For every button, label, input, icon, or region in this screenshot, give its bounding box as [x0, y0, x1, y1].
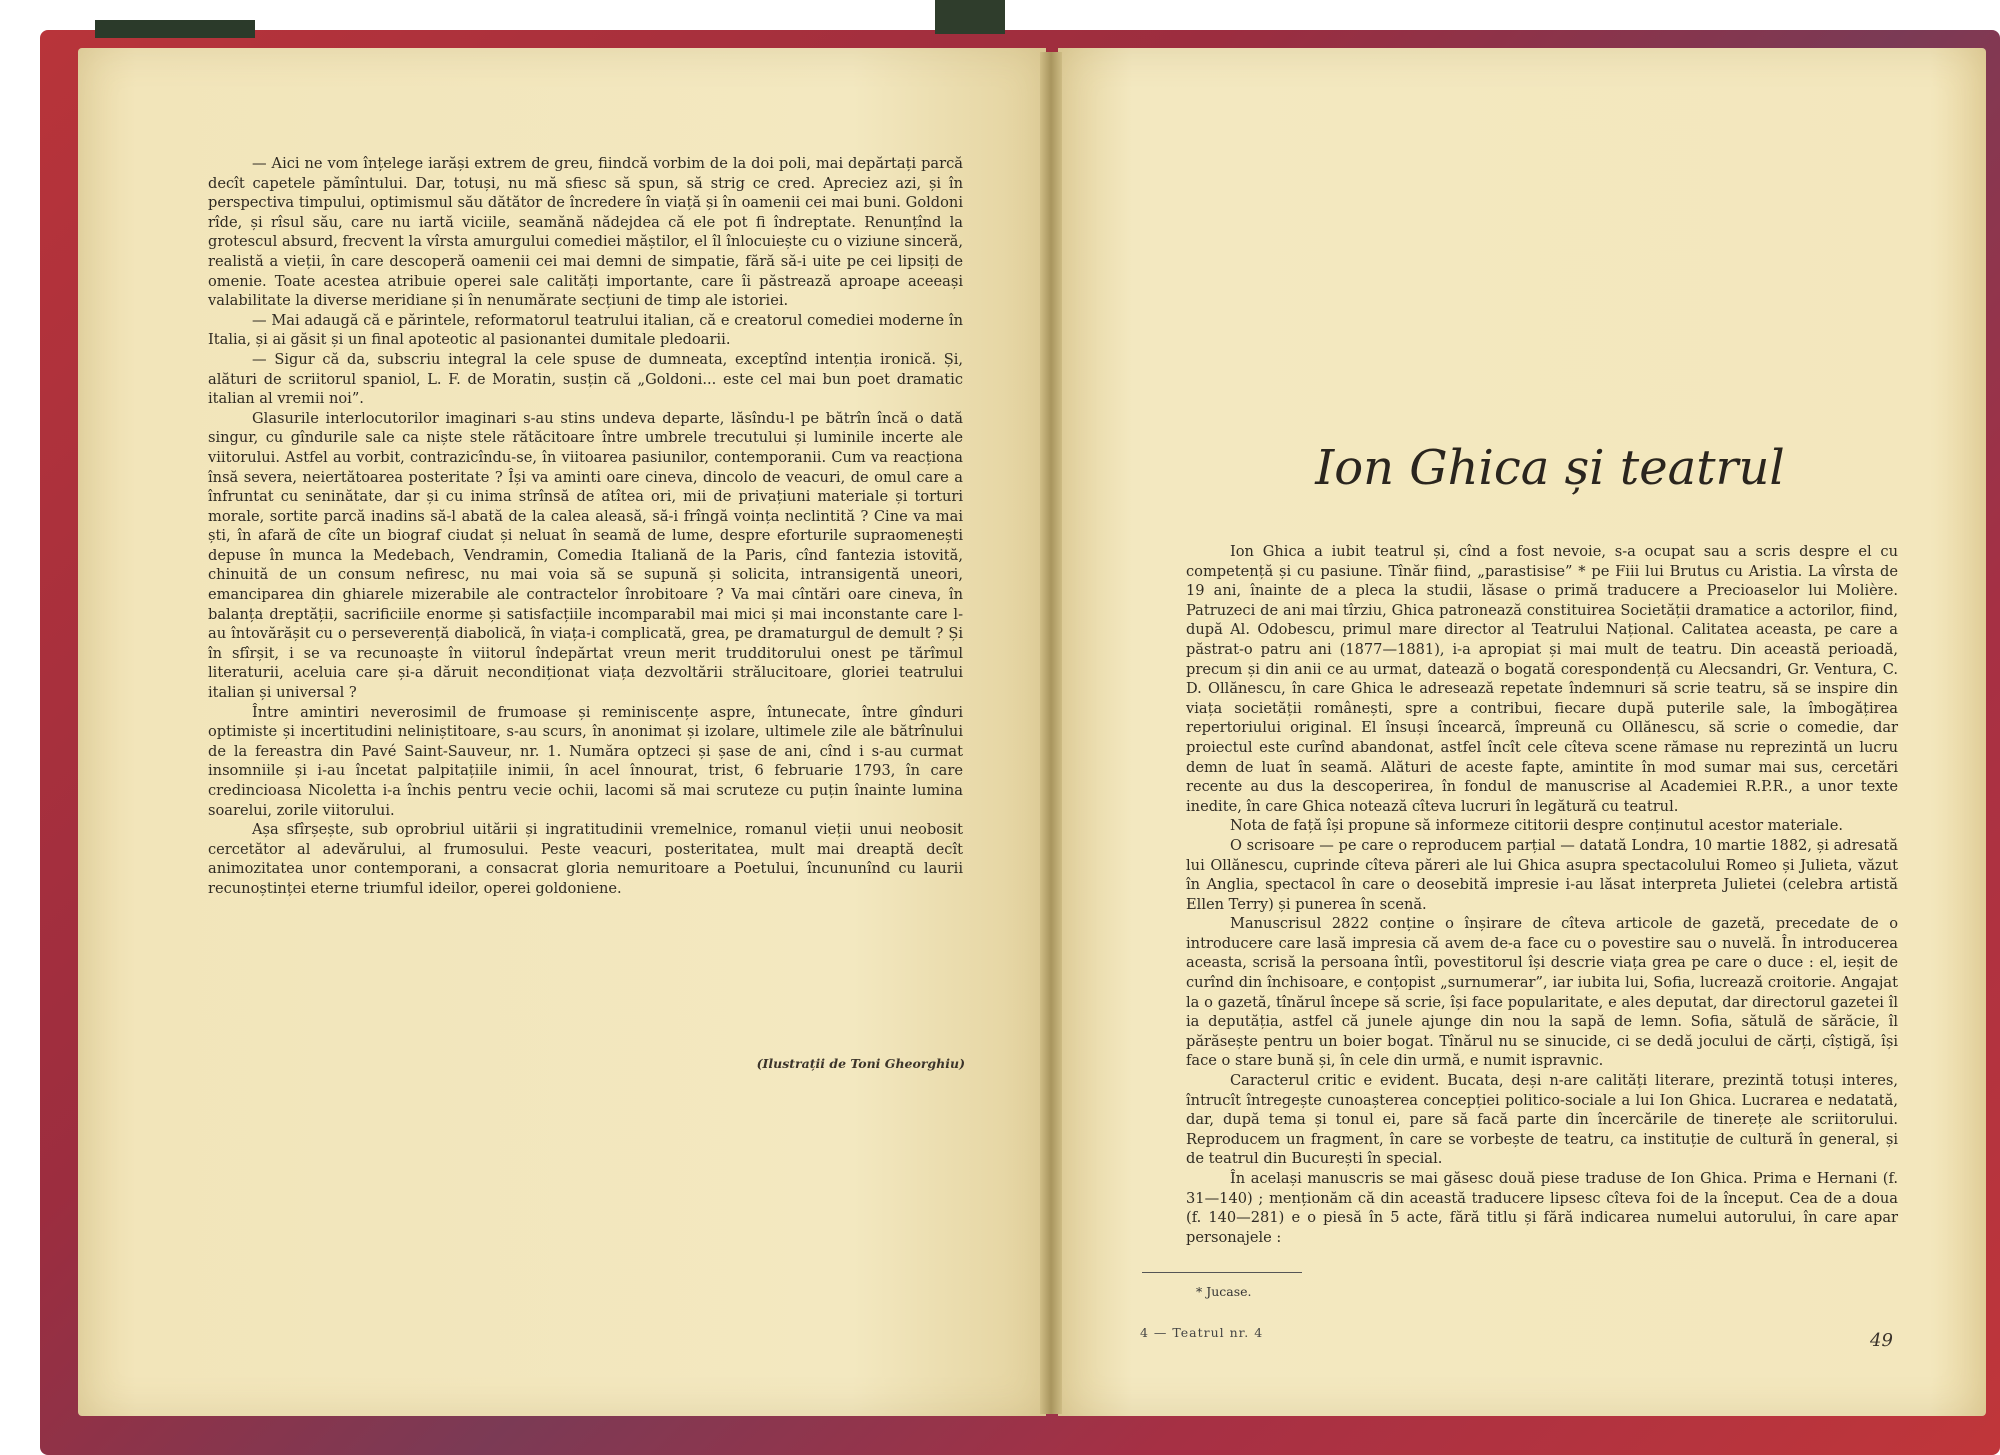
left-paragraph: — Mai adaugă că e părintele, reformatorul teatrului italian, că e creatorul comediei moderne în Italia, și ai găsit și un final apoteotic al pasionantei dumitale pledoarii.: [208, 311, 963, 349]
footnote-rule: [1142, 1272, 1302, 1273]
page-number: 49: [1870, 1330, 1893, 1351]
right-page-text: [1186, 542, 1898, 1247]
right-paragraph: Manuscrisul 2822 conține o înșirare de cîteva articole de gazetă, precedate de o introducere care lasă impresia că avem de-a face cu o povestire sau o nuvelă. În introducerea aceasta, scrisă la persoana întîi, povestitorul își descrie viața grea pe care o duce : el, ieșit de curînd din închisoare, e conțopist „surnumerar”, iar iubita lui, Sofia, lucrează croitorie. Angajat la o gazetă, tînărul începe să scrie, își face popularitate, e ales deputat, dar directorul gazetei îl ia deputăția, astfel că junele ajunge din nou la sapă de lemn. Sofia, sătulă de sărăcie, îl părăsește pentru un boier bogat. Tînărul nu se sinucide, ci se dedă jocului de cărți, cîștigă, își face o stare bună și, în cele din urmă, e numit ispravnic.: [1186, 915, 1898, 1070]
left-paragraph: — Aici ne vom înțelege iarăși extrem de greu, fiindcă vorbim de la doi poli, mai depărtați parcă decît capetele pămîntului. Dar, totuși, nu mă sfiesc să spun, să strig ce cred. Apreciez azi, și în perspectiva timpului, optimismul său dătător de încredere în viață și în oamenii cei mai buni. Goldoni rîde, și rîsul său, care nu iartă viciile, seamănă nădejdea că ele pot fi îndreptate. Renunțînd la grotescul absurd, frecvent la vîrsta amurgului comediei măștilor, el îl înlocuiește cu o viziune sinceră, realistă a vieții, în care descoperă oamenii cei mai demni de simpatie, fără să-i uite pe cei lipsiți de omenie. Toate acestea atribuie operei sale calități importante, care îi păstrează aproape aceeași valabilitate la diverse meridiane și în nenumărate secțiuni de timp ale istoriei.: [208, 155, 963, 310]
right-paragraph: Nota de față își propune să informeze cititorii despre conținutul acestor materiale.: [1230, 817, 1844, 835]
right-paragraph: Ion Ghica a iubit teatrul și, cînd a fost nevoie, s-a ocupat sau a scris despre el cu competență și cu pasiune. Tînăr fiind, „parastisise” * pe Fiii lui Brutus cu Aristia. La vîrsta de 19 ani, înainte de a pleca la studii, lăsase o primă traducere a Precioaselor lui Molière. Patruzeci de ani mai tîrziu, Ghica patronează constituirea Societății dramatice a actorilor, fiind, după Al. Odobescu, primul mare director al Teatrului Național. Calitatea aceasta, pe care a păstrat-o patru ani (1877—1881), i-a apropiat și mai mult de teatru. Din această perioadă, precum și din anii ce au urmat, datează o bogată corespondență cu Alecsandri, Gr. Ventura, C. D. Ollănescu, în care Ghica le adresează repetate îndemnuri să scrie teatru, să se inspire din viața societății românești, spre a contribui, fiecare după puterile sale, la îmbogățirea repertoriului original. El însuși încearcă, împreună cu Ollănescu, să scrie o comedie, dar proiectul este curînd abandonat, astfel încît cele cîteva scene rămase nu reprezintă un lucru demn de luat în seamă. Alături de aceste fapte, amintite în mod sumar mai sus, cercetări recente au dus la descoperirea, în fondul de manuscrise al Academiei R.P.R., a unor texte inedite, în care Ghica notează cîteva lucruri în legătură cu teatrul.: [1186, 543, 1898, 815]
cover-edge-strip: [95, 20, 255, 38]
left-paragraph: Așa sfîrșește, sub oprobriul uitării și ingratitudinii vremelnice, romanul vieții unui neobosit cercetător al adevărului, al frumosului. Peste veacuri, posteritatea, mult mai dreaptă decît animozitatea unor contemporani, a consacrat gloria nemuritoare a Poetului, încununînd cu laurii recunoștinței eterne triumful ideilor, operei goldoniene.: [208, 821, 963, 897]
left-paragraph: — Sigur că da, subscriu integral la cele spuse de dumneata, exceptînd intenția ironică. Și, alături de scriitorul spaniol, L. F. de Moratin, susțin că „Goldoni... este cel mai bun poet dramatic italian al vremii noi”.: [208, 350, 963, 408]
right-paragraph: O scrisoare — pe care o reproducem parțial — datată Londra, 10 martie 1882, și adresată lui Ollănescu, cuprinde cîteva păreri ale lui Ghica asupra spectacolului Romeo și Julieta, văzut în Anglia, spectacol în care o deosebită impresie i-au lăsat interpreta Julietei (celebra artistă Ellen Terry) și punerea în scenă.: [1186, 836, 1898, 913]
book-gutter: [1040, 52, 1062, 1414]
article-title: Ion Ghica și teatrul: [1315, 440, 1785, 496]
page-footer: 4 — Teatrul nr. 4: [1140, 1325, 1264, 1340]
left-paragraph: Între amintiri neverosimil de frumoase și reminiscențe aspre, întunecate, între gînduri optimiste și incertitudini neliniștitoare, s-au scurs, în anonimat și izolare, ultimele zile ale bătrînului de la fereastra din Pavé Saint-Sauveur, nr. 1. Număra optzeci și șase de ani, cînd i s-au curmat insomniile și i-au încetat palpitațiile inimii, în acel înnourat, trist, 6 februarie 1793, în care credincioasa Nicoletta i-a închis pentru vecie ochii, lacomi să mai scruteze cu puțin înainte lumina soarelui, zorile viitorului.: [208, 703, 963, 819]
illustration-credit: (Ilustrații de Toni Gheorghiu): [756, 1056, 965, 1071]
left-page-text: [208, 154, 963, 899]
right-paragraph: În același manuscris se mai găsesc două piese traduse de Ion Ghica. Prima e Hernani (f. 31—140) ; menționăm că din această traducere lipsesc cîteva foi de la început. Cea de a doua (f. 140—281) e o piesă în 5 acte, fără titlu și fără indicarea numelui autorului, în care apar personajele :: [1186, 1170, 1898, 1246]
footnote: * Jucase.: [1196, 1284, 1252, 1299]
right-paragraph: Caracterul critic e evident. Bucata, deși n-are calități literare, prezintă totuși interes, întrucît întregește cunoașterea concepției politico-sociale a lui Ion Ghica. Lucrarea e nedatată, dar, după tema și tonul ei, pare să facă parte din încercările de tinerețe ale scriitorului. Reproducem un fragment, în care se vorbește de teatru, ca instituție de cultură în general, și de teatrul din București în special.: [1186, 1072, 1898, 1168]
bookmark-ribbon: [935, 0, 1005, 34]
left-paragraph: Glasurile interlocutorilor imaginari s-au stins undeva departe, lăsîndu-l pe bătrîn încă o dată singur, cu gîndurile sale ca niște stele rătăcitoare între umbrele trecutului și luminile incerte ale viitorului. Astfel au vorbit, contrazicîndu-se, în viitoarea pasiunilor, contemporanii. Cum va reacționa însă severa, neiertătoarea posteritate ? Își va aminti oare cineva, dincolo de veacuri, de omul care a înfruntat cu seninătate, dar și cu inima strînsă de atîtea ori, mii de privațiuni materiale și torturi morale, sortite parcă inadins să-l abată de la calea aleasă, să-i frîngă voința neclintită ? Cine va mai ști, în afară de cîte un biograf ciudat și neluat în seamă de lume, despre eforturile supraomenești depuse în munca la Medebach, Vendramin, Comedia Italiană de la Paris, cînd fantezia istovită, chinuită de un consum nefiresc, nu mai voia să se supună și solicita, intransigentă uneori, emanciparea din ghiarele mizerabile ale contractelor înrobitoare ? Va mai cîntări oare cineva, în balanța dreptății, sacrificiile enorme și satisfacțiile incomparabil mai mici și mai inconstante care l-au întovărășit cu o perseverență diabolică, în viața-i complicată, grea, pe dramaturgul de demult ? Și în sfîrșit, i se va recunoaște în viitorul îndepărtat vreun merit trudditorului onest pe tărîmul literaturii, aceluia care și-a dăruit necondiționat viața dezvoltării strălucitoare, gloriei teatrului italian și universal ?: [208, 409, 963, 702]
